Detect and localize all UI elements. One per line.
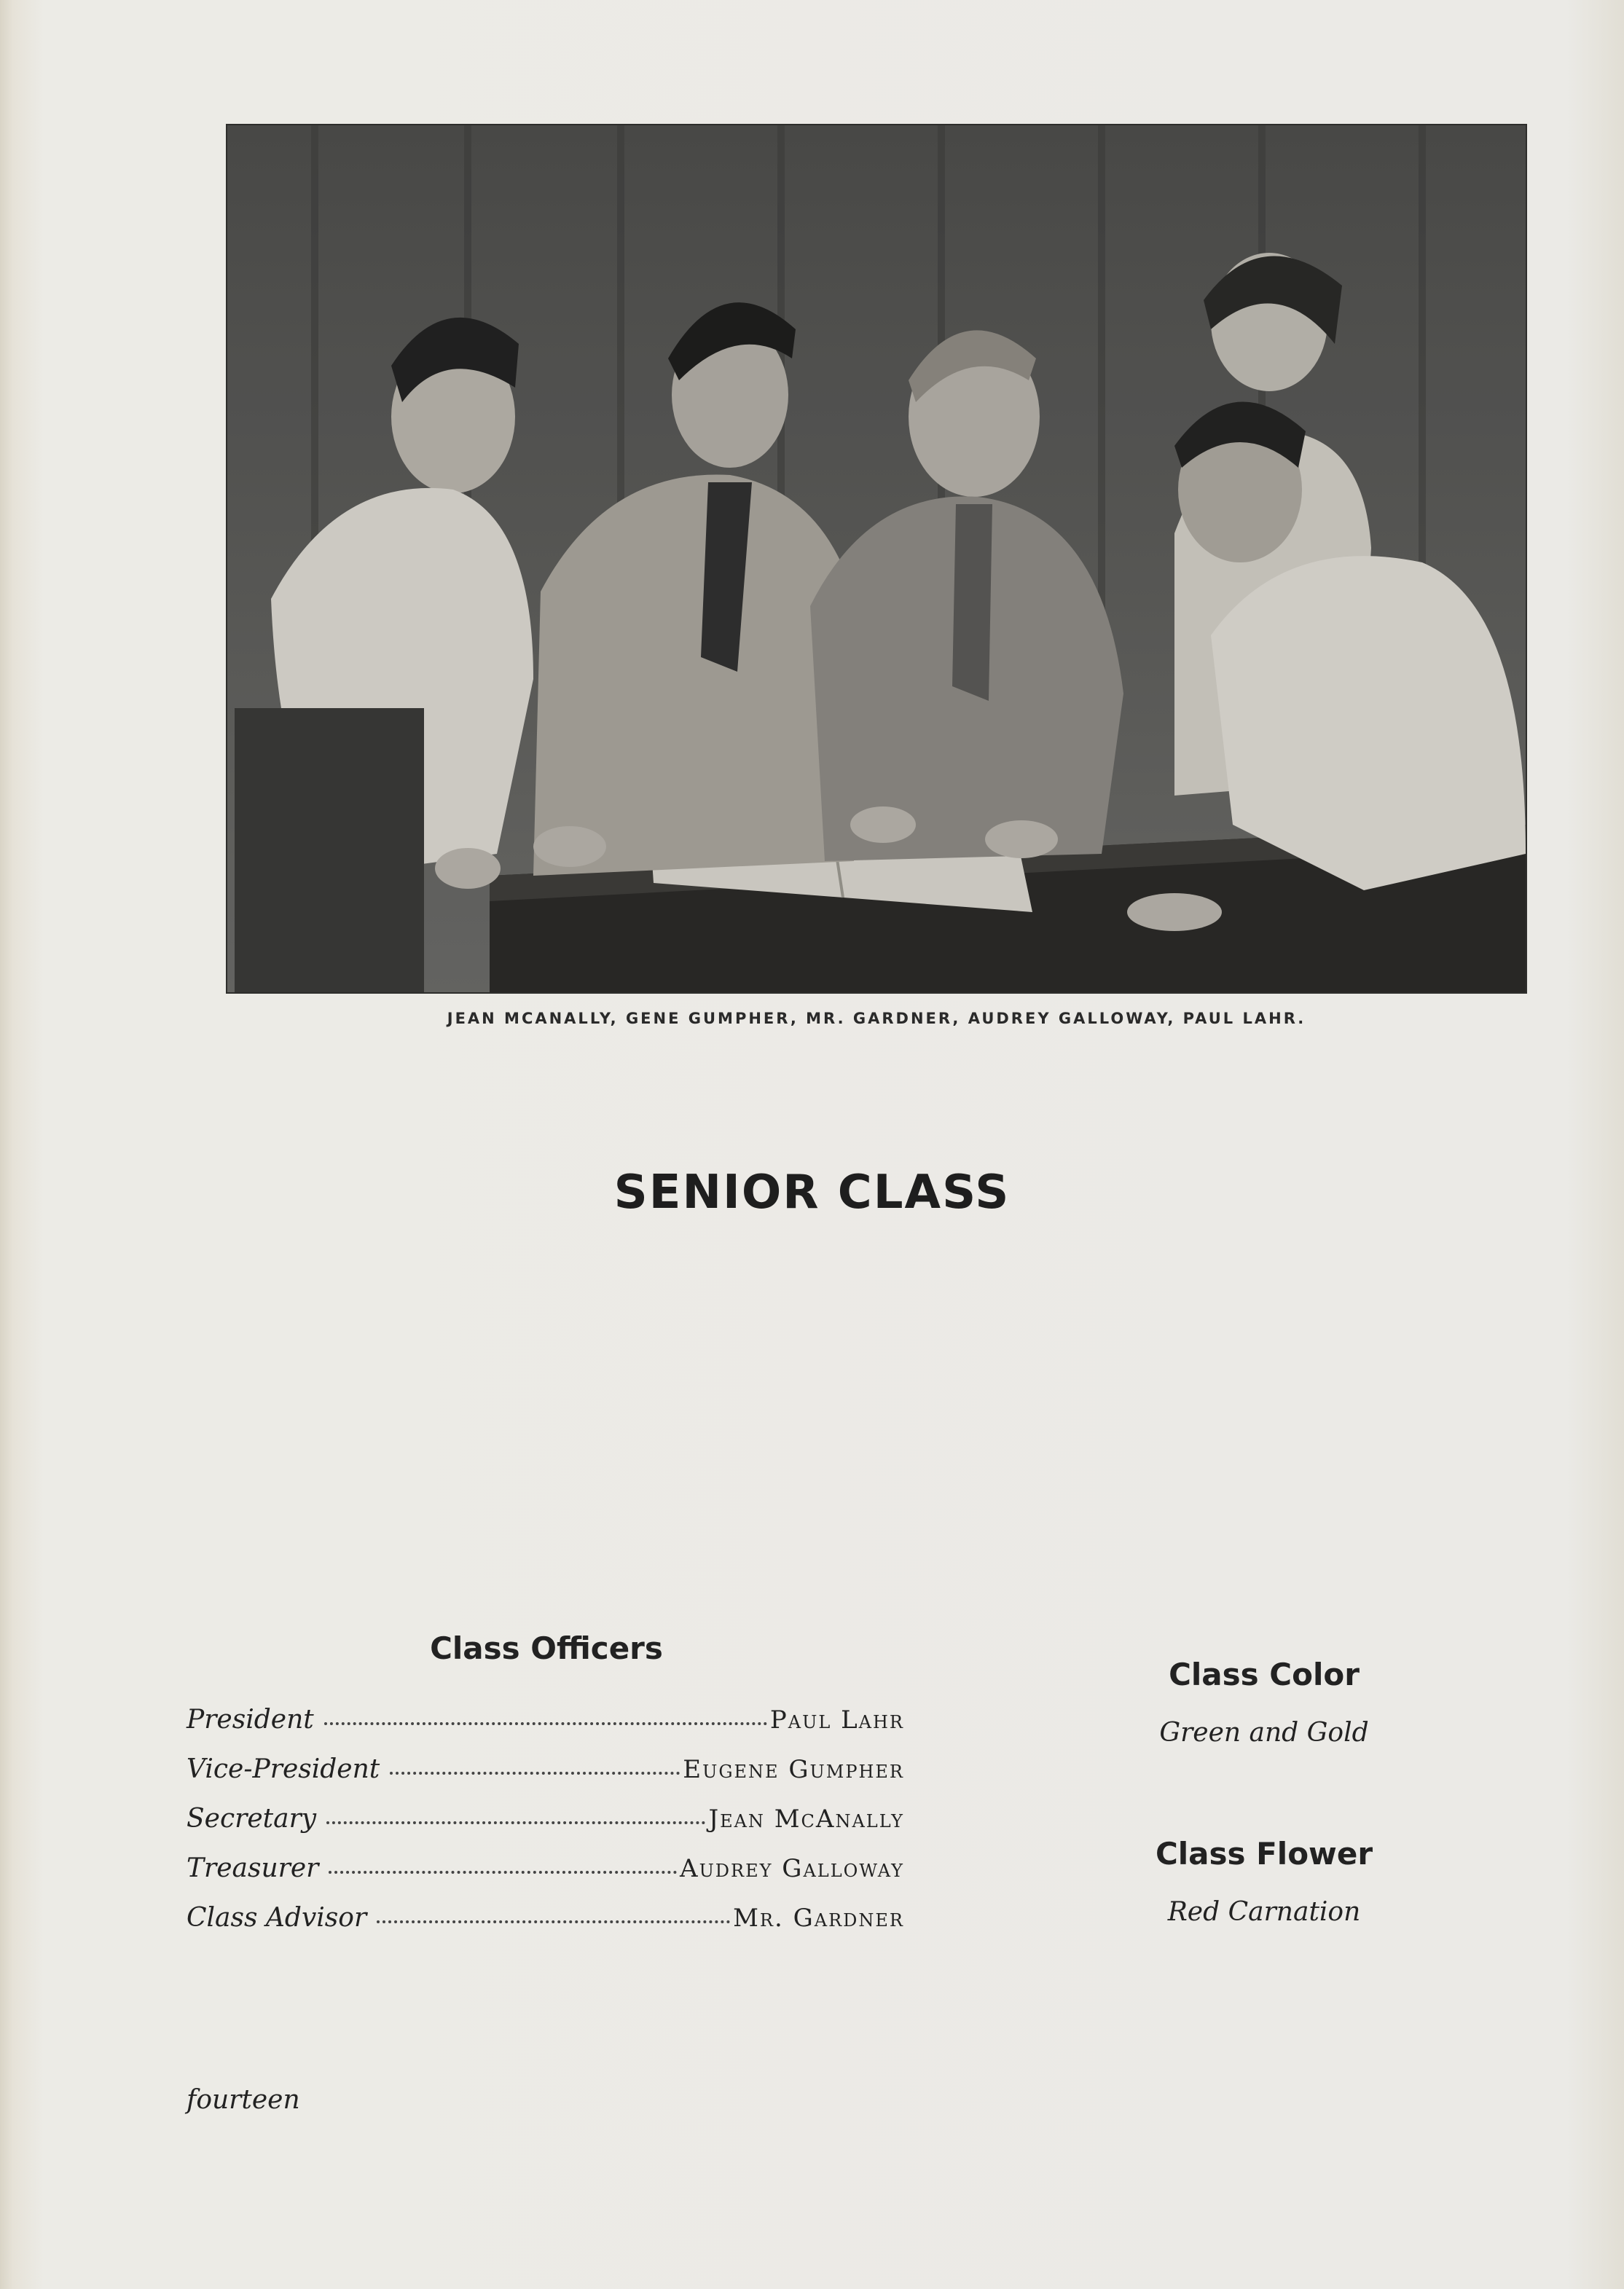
officer-row-treasurer xyxy=(187,1853,904,1903)
officer-role: Class Advisor xyxy=(187,1903,367,1933)
photo-caption xyxy=(227,1010,1526,1027)
officer-row-class-advisor xyxy=(187,1903,904,1952)
class-color-value: Green and Gold xyxy=(1159,1718,1369,1748)
leader-dots xyxy=(329,1868,677,1874)
class-flower-heading: Class Flower xyxy=(1155,1836,1373,1872)
officer-name: Audrey Galloway xyxy=(680,1854,904,1883)
page-number: fourteen xyxy=(187,2085,300,2115)
officer-role: Vice-President xyxy=(187,1754,380,1784)
officer-role: Treasurer xyxy=(187,1853,319,1883)
officer-role: Secretary xyxy=(187,1804,317,1834)
photo-caption-text: JEAN MCANALLY, GENE GUMPHER, MR. GARDNER, AUDREY GALLOWAY, PAUL LAHR. xyxy=(447,1010,1306,1027)
officer-name: Paul Lahr xyxy=(769,1705,904,1735)
leader-dots xyxy=(377,1917,730,1923)
group-photo xyxy=(227,125,1526,992)
officer-name: Eugene Gumpher xyxy=(683,1755,904,1784)
leader-dots xyxy=(390,1769,680,1775)
class-officers-list xyxy=(187,1705,904,1952)
officer-row-vice-president xyxy=(187,1754,904,1804)
class-flower-value: Red Carnation xyxy=(1167,1897,1361,1927)
class-officers-heading: Class Officers xyxy=(430,1630,663,1666)
officer-row-president xyxy=(187,1705,904,1754)
officer-name: Jean McAnally xyxy=(708,1805,904,1834)
leader-dots xyxy=(326,1818,705,1824)
page-title: SENIOR CLASS xyxy=(613,1166,1011,1220)
officer-role: President xyxy=(187,1705,314,1735)
officer-name: Mr. Gardner xyxy=(733,1904,904,1933)
group-photo-image xyxy=(227,125,1526,992)
class-color-heading: Class Color xyxy=(1169,1657,1360,1692)
leader-dots xyxy=(324,1719,767,1725)
officer-row-secretary xyxy=(187,1804,904,1853)
